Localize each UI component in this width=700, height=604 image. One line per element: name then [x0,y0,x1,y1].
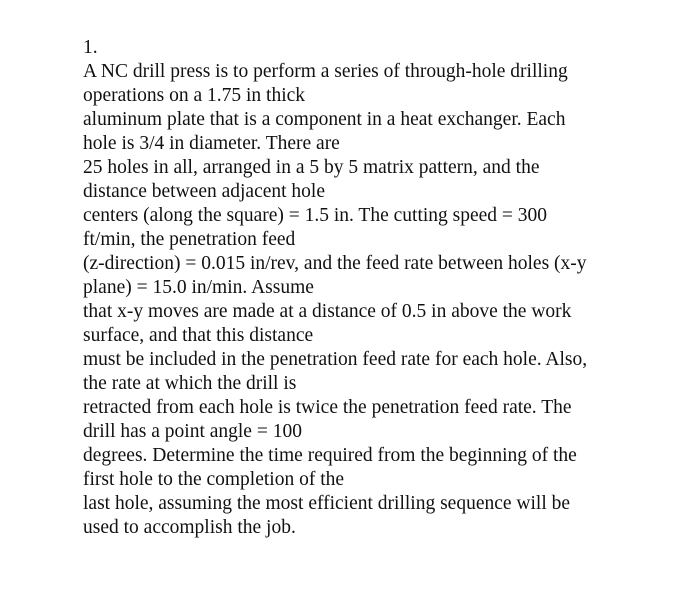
text-line: surface, and that this distance [83,325,314,346]
text-line: centers (along the square) = 1.5 in. The cutting speed = 300 [83,205,548,226]
text-line: hole is 3/4 in diameter. There are [83,133,340,154]
text-line: that x-y moves are made at a distance of 0.5 in above the work [83,301,572,322]
text-line: (z-direction) = 0.015 in/rev, and the feed rate between holes (x-y [83,253,587,274]
text-line: used to accomplish the job. [83,517,296,538]
problem-number: 1. [83,37,98,58]
text-line: 25 holes in all, arranged in a 5 by 5 matrix pattern, and the [83,157,540,178]
text-line: drill has a point angle = 100 [83,421,302,442]
text-line: the rate at which the drill is [83,373,297,394]
text-line: operations on a 1.75 in thick [83,85,306,106]
text-line: must be included in the penetration feed rate for each hole. Also, [83,349,588,370]
text-line: ft/min, the penetration feed [83,229,296,250]
text-line: degrees. Determine the time required from the beginning of the [83,445,577,466]
text-line: distance between adjacent hole [83,181,326,202]
text-line: first hole to the completion of the [83,469,345,490]
text-line: last hole, assuming the most efficient drilling sequence will be [83,493,571,514]
problem-text [83,36,587,540]
text-line: aluminum plate that is a component in a heat exchanger. Each [83,109,566,130]
text-line: retracted from each hole is twice the penetration feed rate. The [83,397,572,418]
text-line: A NC drill press is to perform a series of through-hole drilling [83,61,568,82]
text-line: plane) = 15.0 in/min. Assume [83,277,314,298]
